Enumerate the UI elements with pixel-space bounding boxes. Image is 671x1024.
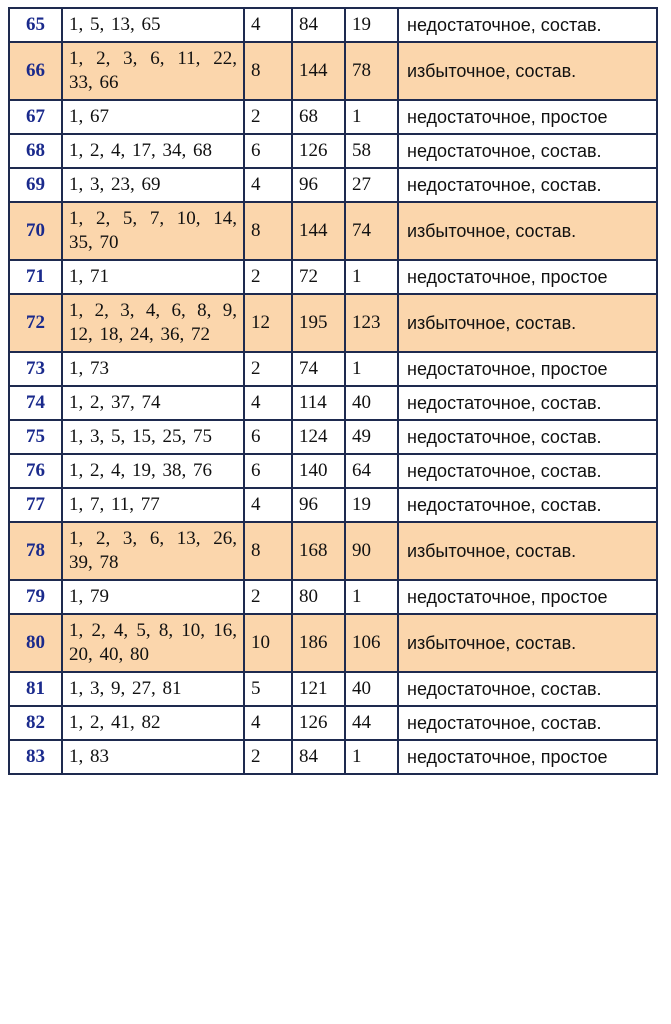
classification-cell: избыточное, состав. [398,522,657,580]
classification-cell: недостаточное, состав. [398,134,657,168]
classification-cell: недостаточное, простое [398,352,657,386]
divisor-sum-cell: 168 [292,522,345,580]
divisor-sum-cell: 186 [292,614,345,672]
divisor-count-cell: 8 [244,42,292,100]
divisor-sum-cell: 96 [292,488,345,522]
aliquot-sum-cell: 1 [345,100,398,134]
classification-cell: недостаточное, состав. [398,454,657,488]
table-row [9,260,657,294]
divisors-cell: 1, 2, 4, 17, 34, 68 [62,134,244,168]
divisor-sum-cell: 126 [292,134,345,168]
table-row [9,202,657,260]
divisor-sum-cell: 124 [292,420,345,454]
table-row [9,740,657,774]
aliquot-sum-cell: 1 [345,580,398,614]
table-row [9,294,657,352]
classification-cell: недостаточное, простое [398,580,657,614]
divisor-sum-cell: 84 [292,8,345,42]
number-cell: 67 [9,100,62,134]
divisors-cell: 1, 2, 4, 5, 8, 10, 16, 20, 40, 80 [62,614,244,672]
divisor-sum-cell: 68 [292,100,345,134]
aliquot-sum-cell: 106 [345,614,398,672]
divisor-count-cell: 6 [244,134,292,168]
divisor-count-cell: 4 [244,706,292,740]
divisor-count-cell: 12 [244,294,292,352]
number-cell: 68 [9,134,62,168]
divisor-sum-cell: 195 [292,294,345,352]
divisor-sum-cell: 114 [292,386,345,420]
number-cell: 81 [9,672,62,706]
divisor-count-cell: 2 [244,352,292,386]
divisor-count-cell: 8 [244,522,292,580]
aliquot-sum-cell: 1 [345,260,398,294]
divisor-sum-cell: 126 [292,706,345,740]
divisors-cell: 1, 2, 41, 82 [62,706,244,740]
classification-cell: недостаточное, состав. [398,488,657,522]
aliquot-sum-cell: 44 [345,706,398,740]
divisors-cell: 1, 2, 5, 7, 10, 14, 35, 70 [62,202,244,260]
divisor-count-cell: 4 [244,386,292,420]
classification-cell: недостаточное, простое [398,740,657,774]
number-cell: 75 [9,420,62,454]
aliquot-sum-cell: 64 [345,454,398,488]
aliquot-sum-cell: 123 [345,294,398,352]
divisor-count-cell: 4 [244,168,292,202]
divisor-count-cell: 4 [244,8,292,42]
number-properties-table [8,7,658,775]
aliquot-sum-cell: 40 [345,386,398,420]
divisors-cell: 1, 2, 4, 19, 38, 76 [62,454,244,488]
classification-cell: избыточное, состав. [398,294,657,352]
divisor-sum-cell: 96 [292,168,345,202]
divisors-cell: 1, 73 [62,352,244,386]
divisors-cell: 1, 67 [62,100,244,134]
number-properties-table-container [8,7,656,775]
aliquot-sum-cell: 74 [345,202,398,260]
table-row [9,488,657,522]
divisor-sum-cell: 80 [292,580,345,614]
number-cell: 74 [9,386,62,420]
divisor-sum-cell: 121 [292,672,345,706]
aliquot-sum-cell: 78 [345,42,398,100]
divisors-cell: 1, 79 [62,580,244,614]
number-cell: 72 [9,294,62,352]
divisors-cell: 1, 2, 3, 6, 13, 26, 39, 78 [62,522,244,580]
number-cell: 79 [9,580,62,614]
divisor-sum-cell: 140 [292,454,345,488]
number-cell: 82 [9,706,62,740]
aliquot-sum-cell: 1 [345,352,398,386]
divisor-count-cell: 5 [244,672,292,706]
divisor-count-cell: 2 [244,260,292,294]
divisor-sum-cell: 144 [292,202,345,260]
divisor-count-cell: 6 [244,420,292,454]
aliquot-sum-cell: 1 [345,740,398,774]
divisors-cell: 1, 2, 3, 4, 6, 8, 9, 12, 18, 24, 36, 72 [62,294,244,352]
number-cell: 69 [9,168,62,202]
table-row [9,134,657,168]
classification-cell: недостаточное, состав. [398,386,657,420]
classification-cell: избыточное, состав. [398,42,657,100]
table-row [9,100,657,134]
classification-cell: недостаточное, простое [398,100,657,134]
table-row [9,522,657,580]
divisor-sum-cell: 144 [292,42,345,100]
divisors-cell: 1, 5, 13, 65 [62,8,244,42]
aliquot-sum-cell: 58 [345,134,398,168]
table-row [9,614,657,672]
number-cell: 78 [9,522,62,580]
number-cell: 73 [9,352,62,386]
number-cell: 70 [9,202,62,260]
divisors-cell: 1, 2, 37, 74 [62,386,244,420]
aliquot-sum-cell: 49 [345,420,398,454]
aliquot-sum-cell: 19 [345,488,398,522]
number-cell: 76 [9,454,62,488]
divisor-count-cell: 10 [244,614,292,672]
divisors-cell: 1, 7, 11, 77 [62,488,244,522]
table-row [9,386,657,420]
table-row [9,420,657,454]
aliquot-sum-cell: 90 [345,522,398,580]
classification-cell: избыточное, состав. [398,614,657,672]
number-cell: 80 [9,614,62,672]
divisor-count-cell: 6 [244,454,292,488]
divisors-cell: 1, 2, 3, 6, 11, 22, 33, 66 [62,42,244,100]
classification-cell: недостаточное, состав. [398,8,657,42]
table-row [9,580,657,614]
number-cell: 77 [9,488,62,522]
divisor-count-cell: 2 [244,100,292,134]
classification-cell: избыточное, состав. [398,202,657,260]
table-body [9,8,657,774]
divisor-sum-cell: 84 [292,740,345,774]
divisor-count-cell: 8 [244,202,292,260]
number-cell: 65 [9,8,62,42]
number-cell: 66 [9,42,62,100]
classification-cell: недостаточное, состав. [398,672,657,706]
table-row [9,706,657,740]
divisor-count-cell: 2 [244,740,292,774]
table-row [9,454,657,488]
table-row [9,8,657,42]
number-cell: 83 [9,740,62,774]
number-cell: 71 [9,260,62,294]
classification-cell: недостаточное, состав. [398,420,657,454]
divisor-count-cell: 2 [244,580,292,614]
divisors-cell: 1, 3, 9, 27, 81 [62,672,244,706]
table-row [9,168,657,202]
divisor-sum-cell: 74 [292,352,345,386]
table-row [9,42,657,100]
classification-cell: недостаточное, состав. [398,168,657,202]
divisors-cell: 1, 83 [62,740,244,774]
divisor-count-cell: 4 [244,488,292,522]
divisor-sum-cell: 72 [292,260,345,294]
table-row [9,352,657,386]
table-row [9,672,657,706]
divisors-cell: 1, 3, 23, 69 [62,168,244,202]
classification-cell: недостаточное, состав. [398,706,657,740]
aliquot-sum-cell: 27 [345,168,398,202]
aliquot-sum-cell: 19 [345,8,398,42]
classification-cell: недостаточное, простое [398,260,657,294]
aliquot-sum-cell: 40 [345,672,398,706]
divisors-cell: 1, 3, 5, 15, 25, 75 [62,420,244,454]
divisors-cell: 1, 71 [62,260,244,294]
